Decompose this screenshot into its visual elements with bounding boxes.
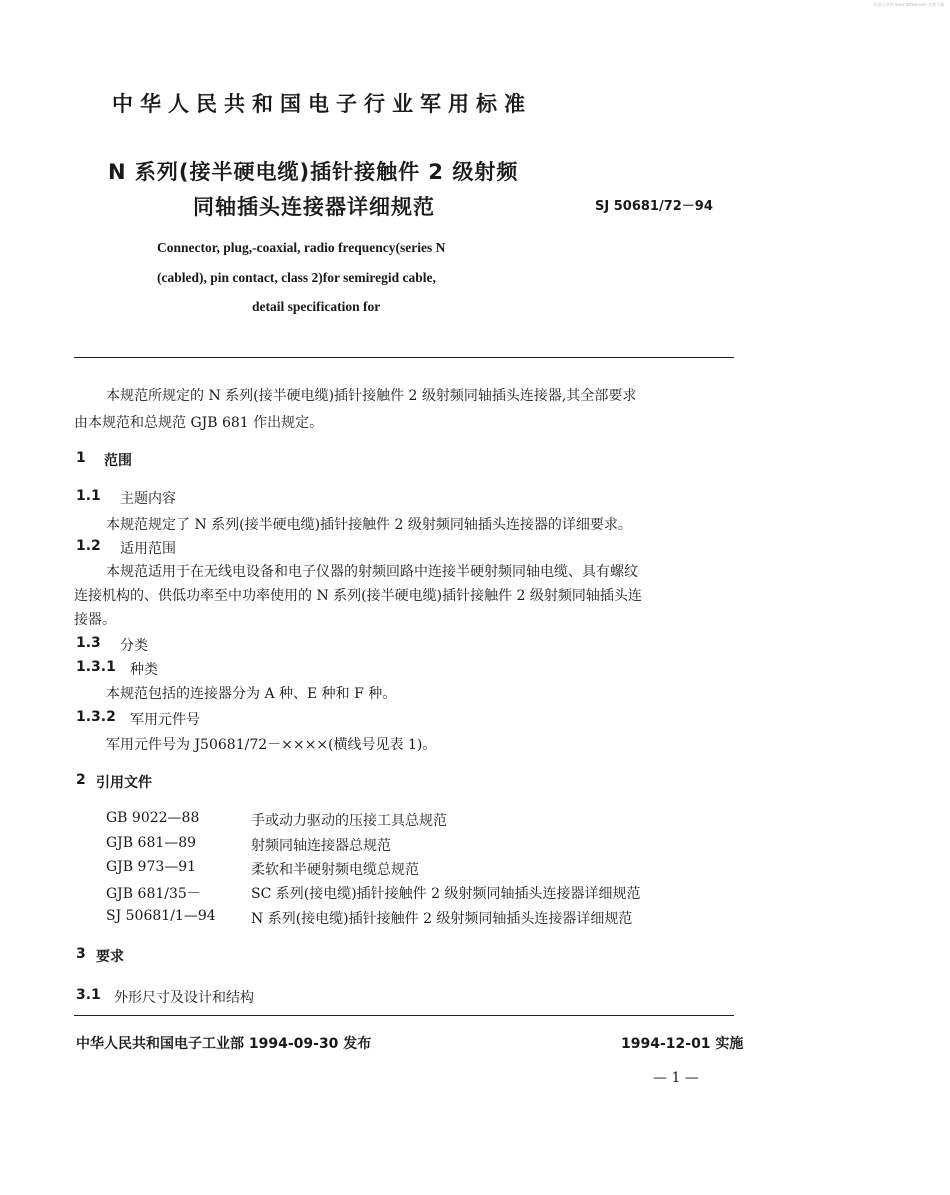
title-en-line1: Connector, plug,-coaxial, radio frequency(series N (157, 240, 446, 255)
section-1-3-1-number: 1.3.1 (76, 659, 116, 675)
reference-code: SJ 50681/1—94 (106, 908, 216, 924)
intro-line2: 由本规范和总规范 GJB 681 作出规定。 (74, 415, 324, 431)
section-1-3-1-title: 种类 (130, 662, 158, 678)
section-1-1-title: 主题内容 (120, 491, 176, 507)
page-number: — 1 — (653, 1070, 699, 1086)
section-1-3-2-text: 军用元件号为 J50681/72－××××(横线号见表 1)。 (106, 737, 437, 753)
section-1-3-number: 1.3 (76, 635, 101, 651)
section-1-3-2-title: 军用元件号 (130, 712, 200, 728)
section-1-2-title: 适用范围 (120, 541, 176, 557)
section-1-3-1-text: 本规范包括的连接器分为 A 种、E 种和 F 种。 (106, 686, 397, 702)
section-1-2-line2: 连接机构的、供低功率至中功率使用的 N 系列(接半硬电缆)插针接触件 2 级射频同轴插头连 (74, 588, 642, 604)
reference-code: GJB 681—89 (106, 835, 197, 851)
title-zh-line1: N 系列(接半硬电缆)插针接触件 2 级射频 (108, 160, 519, 184)
section-1-number: 1 (76, 450, 86, 466)
section-1-3-2-number: 1.3.2 (76, 709, 116, 725)
section-3-1-number: 3.1 (76, 987, 101, 1003)
section-3-number: 3 (76, 946, 86, 962)
bottom-divider (74, 1015, 734, 1016)
section-1-3-title: 分类 (120, 638, 148, 654)
title-en-line3: detail specification for (252, 299, 381, 314)
standard-code: SJ 50681/72－94 (595, 199, 713, 214)
section-3-1-title: 外形尺寸及设计和结构 (114, 990, 254, 1006)
section-1-2-number: 1.2 (76, 538, 101, 554)
standard-org-header: 中华人民共和国电子行业军用标准 (112, 92, 532, 116)
title-en-line2: (cabled), pin contact, class 2)for semiregid cable, (157, 270, 436, 285)
intro-line1: 本规范所规定的 N 系列(接半硬电缆)插针接触件 2 级射频同轴插头连接器,其全部要求 (106, 388, 637, 404)
reference-title: 柔软和半硬射频电缆总规范 (251, 862, 419, 878)
reference-code: GB 9022—88 (106, 810, 200, 826)
reference-title: SC 系列(接电缆)插针接触件 2 级射频同轴插头连接器详细规范 (251, 886, 641, 902)
section-2-number: 2 (76, 772, 86, 788)
top-divider (74, 357, 734, 358)
section-3-title: 要求 (96, 949, 124, 965)
corner-watermark: 标准分享网 www.bzfxw.com 免费下载 (873, 2, 944, 7)
section-1-2-line1: 本规范适用于在无线电设备和电子仪器的射频回路中连接半硬射频同轴电缆、具有螺纹 (106, 564, 638, 580)
section-1-1-text: 本规范规定了 N 系列(接半硬电缆)插针接触件 2 级射频同轴插头连接器的详细要求。 (106, 517, 632, 533)
reference-title: 手或动力驱动的压接工具总规范 (251, 813, 447, 829)
issue-statement: 中华人民共和国电子工业部 1994-09-30 发布 (76, 1036, 372, 1052)
reference-code: GJB 681/35－ (106, 886, 201, 902)
reference-title: 射频同轴连接器总规范 (251, 838, 391, 854)
reference-title: N 系列(接电缆)插针接触件 2 级射频同轴插头连接器详细规范 (251, 911, 633, 927)
effective-date: 1994-12-01 实施 (621, 1036, 744, 1052)
reference-code: GJB 973—91 (106, 859, 197, 875)
title-zh-line2: 同轴插头连接器详细规范 (193, 195, 435, 219)
section-1-1-number: 1.1 (76, 488, 101, 504)
section-1-2-line3: 接器。 (74, 612, 116, 628)
section-2-title: 引用文件 (96, 775, 152, 791)
section-1-title: 范围 (104, 453, 132, 469)
